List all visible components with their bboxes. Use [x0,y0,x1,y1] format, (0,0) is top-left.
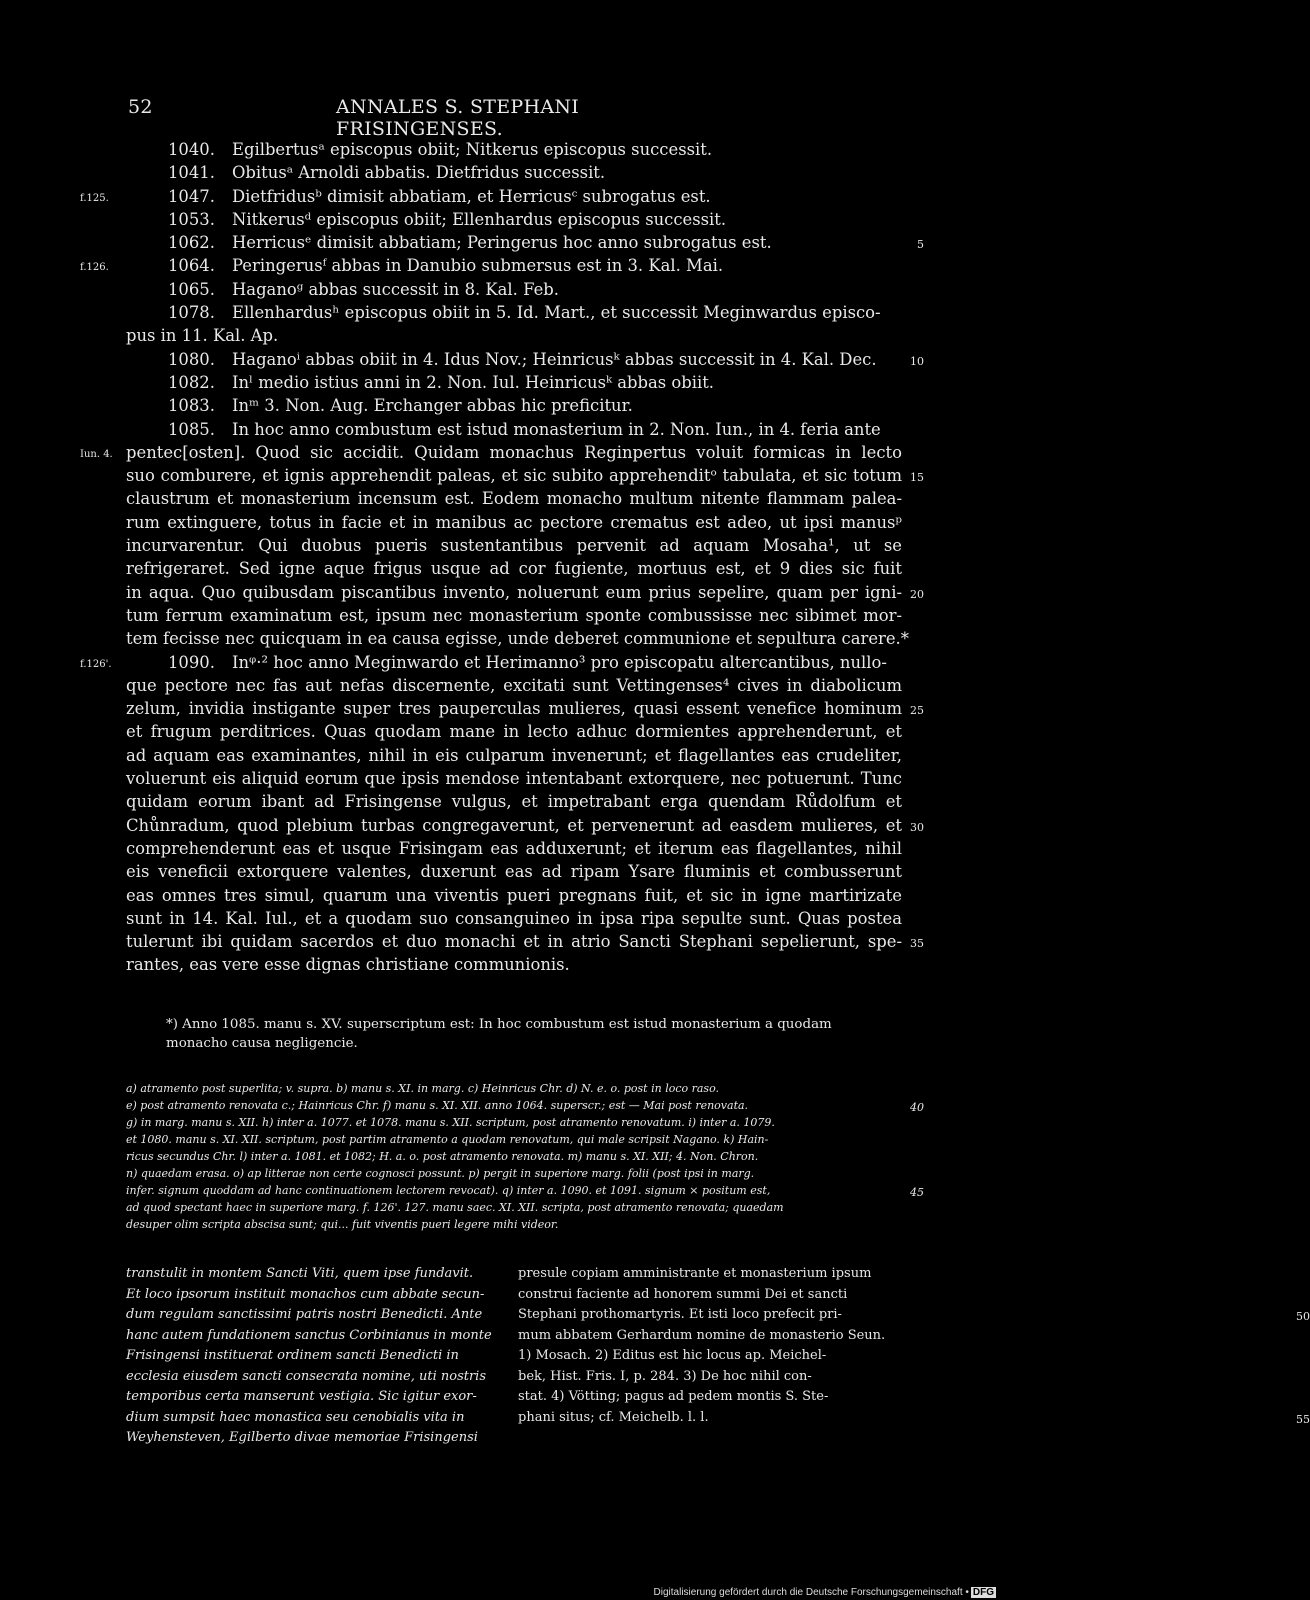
column-line: Frisingensi instituerat ordinem sancti Benedicti in [126,1348,459,1363]
year-label: 1065. [168,279,215,299]
apparatus-text: n) quaedam erasa. o) ap litterae non certe cognosci possunt. p) pergit in superiore marg. folii (post ipsi in marg. [126,1167,755,1180]
line-number: 15 [910,471,924,485]
apparatus-text: desuper olim scripta abscisa sunt; qui... fuit viventis pueri legere mihi videor. [126,1218,559,1231]
line-text: Ellenhardusʰ episcopus obiit in 5. Id. Mart., et successit Meginwardus episco- [232,303,881,323]
note-line: monacho causa negligencie. [166,1036,358,1051]
column-text: stat. 4) Vötting; pagus ad pedem montis S. Ste- [518,1389,829,1404]
digitization-footer [654,1587,996,1598]
text-line [126,674,902,697]
line-text: et frugum perditrices. Quas quodam mane in lecto adhuc dormientes apprehenderunt, et [126,722,902,742]
line-text: voluerunt eis aliquid eorum que ipsis mendose intentabant extorquere, nec potuerunt. Tunc [126,769,902,789]
line-text: Herricusᵉ dimisit abbatiam; Peringerus hoc anno subrogatus est. [232,233,772,253]
apparatus-text: ricus secundus Chr. l) inter a. 1081. et 1082; H. a. o. post atramento renovata. m) manu s. XI. XII; 4. Non. Chron. [126,1150,759,1163]
apparatus-line [126,1114,902,1131]
line-text: Inˡ medio istius anni in 2. Non. Iul. Heinricusᵏ abbas obiit. [232,372,715,392]
line-text: in aqua. Quo quibusdam piscantibus invento, noluerunt eum prius sepelire, quam per igni- [126,582,902,602]
apparatus-line [126,1199,902,1216]
year-label: 1064. [168,256,215,276]
line-text: Inᵐ 3. Non. Aug. Erchanger abbas hic preficitur. [232,396,633,416]
text-line [80,185,902,208]
column-line: Et loco ipsorum instituit monachos cum abbate secun- [126,1286,485,1302]
text-line [126,208,902,231]
annals-text [80,138,924,977]
text-line [126,790,902,813]
line-number: 20 [910,587,924,601]
apparatus-line [126,1182,924,1199]
text-line [126,884,902,907]
apparatus-line [126,1148,902,1165]
line-text: tem fecisse nec quicquam in ea causa egisse, unde deberet communione et sepultura carere.* [126,629,909,649]
text-line [126,394,902,417]
column-line [518,1326,892,1347]
right-footnote-column [518,1264,1310,1428]
line-text: refrigeraret. Sed igne aque frigus usque ad cor fugiente, mortuus est, et 9 dies sic fuit [126,559,902,579]
column-line [518,1387,892,1408]
year-label: 1053. [168,209,215,229]
column-line: temporibus certa manserunt vestigia. Sic igitur exor- [126,1389,477,1404]
editorial-note [166,1015,902,1053]
year-label: 1047. [168,186,215,206]
text-line [126,907,902,930]
line-text: In hoc anno combustum est istud monasterium in 2. Non. Iun., in 4. feria ante [232,419,881,439]
apparatus-line [126,1216,902,1233]
line-text: Obitusᵃ Arnoldi abbatis. Dietfridus successit. [232,163,606,183]
apparatus-line [126,1165,902,1182]
text-line [80,651,902,674]
apparatus-line [126,1097,924,1114]
apparatus-text: infer. signum quoddam ad hanc continuationem lectorem revocat). q) inter a. 1090. et 1091. signum ⨯ positum est, [126,1184,771,1197]
critical-apparatus [126,1080,924,1233]
page-number: 52 [128,96,153,118]
line-number: 25 [910,704,924,718]
line-text: rantes, eas vere esse dignas christiane communionis. [126,955,570,975]
apparatus-line [126,1080,902,1097]
line-number: 30 [910,820,924,834]
line-text: Inᵠ·² hoc anno Meginwardo et Herimanno³ pro episcopatu altercantibus, nullo- [232,652,887,672]
line-text: Egilbertusᵃ episcopus obiit; Nitkerus episcopus successit. [232,140,713,159]
column-line: transtulit in montem Sancti Viti, quem ipse fundavit. [126,1266,474,1281]
year-label: 1078. [168,303,215,323]
line-text: Dietfridusᵇ dimisit abbatiam, et Herricusᶜ subrogatus est. [232,186,711,206]
footer-credit: Digitalisierung gefördert durch die Deutsche Forschungsgemeinschaft • [653,1587,969,1598]
year-label: 1080. [168,349,215,369]
year-label: 1041. [168,163,215,183]
text-line [126,581,924,604]
apparatus-text: a) atramento post superlita; v. supra. b) manu s. XI. in marg. c) Heinricus Chr. d) N. e. o. post in loco raso. [126,1082,720,1095]
line-text: eis veneficii extorquere valentes, duxerunt eas ad ripam Ysare fluminis et combusserunt [126,862,902,882]
year-label: 1085. [168,419,215,439]
line-number: 55 [1296,1412,1310,1426]
column-line: dium sumpsit haec monastica seu cenobialis vita in [126,1409,465,1425]
line-number: 10 [910,354,924,368]
left-footnote-column [126,1264,500,1449]
column-text: bek, Hist. Fris. I, p. 284. 3) De hoc nihil con- [518,1368,812,1384]
column-text: phani situs; cf. Meichelb. l. l. [518,1409,709,1425]
column-line: Weyhensteven, Egilberto divae memoriae Frisingensi [126,1430,478,1445]
year-label: 1083. [168,396,215,416]
line-number: 50 [1296,1310,1310,1323]
column-line [518,1264,892,1285]
year-label: 1062. [168,233,215,253]
line-text: zelum, invidia instigante super tres pauperculas mulieres, quasi essent venefice hominum [126,699,902,719]
running-title: ANNALES S. STEPHANI FRISINGENSES. [336,96,580,140]
apparatus-text: g) in marg. manu s. XII. h) inter a. 1077. et 1078. manu s. XII. scriptum, post atramento renovatum. i) inter a. 1079. [126,1116,775,1129]
year-label: 1090. [168,652,215,672]
apparatus-line [126,1131,902,1148]
apparatus-text: e) post atramento renovata c.; Hainricus Chr. f) manu s. XI. XII. anno 1064. superscr.; est — Mai post renovata. [126,1099,749,1112]
text-line [126,231,924,254]
text-line [126,511,902,534]
text-line [126,161,902,184]
line-text: incurvarentur. Qui duobus pueris sustentantibus pervenit ad aquam Mosaha¹, ut se [126,536,902,556]
text-line [126,860,902,883]
text-line [80,441,902,464]
text-line [126,767,902,790]
text-line [126,744,902,767]
apparatus-text: ad quod spectant haec in superiore marg. f. 126'. 127. manu saec. XI. XII. scripta, post atramento renovata; quaedam [126,1201,784,1214]
year-label: 1040. [168,140,215,159]
margin-folio: f.126. [80,262,109,274]
column-line: hanc autem fundationem sanctus Corbinianus in monte [126,1327,492,1343]
text-line [126,487,902,510]
text-line [126,138,902,161]
margin-folio: Iun. 4. [80,448,113,460]
column-text: mum abbatem Gerhardum nomine de monasterio Seun. [518,1327,886,1343]
line-number: 40 [910,1101,924,1114]
text-line [126,604,902,627]
text-line [126,301,902,324]
line-text: eas omnes tres simul, quarum una viventis pueri pregnans fuit, et sic in igne martirizate [126,885,902,905]
text-line [126,324,902,347]
text-line [126,837,902,860]
text-line [126,627,909,650]
text-line [126,720,902,743]
line-number: 35 [910,937,924,951]
line-text: comprehenderunt eas et usque Frisingam eas adduxerunt; et iterum eas flagellantes, nihil [126,838,902,858]
text-line [126,278,902,301]
line-text: pentec[osten]. Quod sic accidit. Quidam monachus Reginpertus voluit formicas in lecto [126,442,902,462]
line-text: tulerunt ibi quidam sacerdos et duo monachi et in atrio Sancti Stephani sepelierunt, spe- [126,932,902,952]
column-line [518,1367,892,1388]
column-text: 1) Mosach. 2) Editus est hic locus ap. Meichel- [518,1348,827,1363]
text-line [126,930,924,953]
line-number: 5 [917,238,924,252]
text-line [126,371,902,394]
note-line: *) Anno 1085. manu s. XV. superscriptum est: In hoc combustum est istud monasterium a quodam [166,1017,832,1032]
column-line [518,1346,892,1367]
column-line [518,1285,892,1306]
column-line: ecclesia eiusdem sancti consecrata nomine, uti nostris [126,1368,487,1384]
margin-folio: f.126'. [80,658,112,670]
column-text: construi faciente ad honorem summi Dei et sancti [518,1286,848,1302]
apparatus-text: et 1080. manu s. XI. XII. scriptum, post partim atramento a quodam renovatum, qui male scripsit Nagano. k) Hain- [126,1133,769,1146]
year-label: 1082. [168,372,215,392]
column-text: presule copiam amministrante et monasterium ipsum [518,1266,872,1281]
line-text: Chůnradum, quod plebium turbas congregaverunt, et pervenerunt ad easdem mulieres, et [126,815,902,835]
line-text: que pectore nec fas aut nefas discernente, excitati sunt Vettingenses⁴ cives in diabolicum [126,675,902,695]
line-text: quidam eorum ibant ad Frisingense vulgus, et impetrabant erga quendam Růdolfum et [126,792,902,812]
text-line [126,418,902,441]
column-line: dum regulam sanctissimi patris nostri Benedicti. Ante [126,1307,483,1322]
line-text: sunt in 14. Kal. Iul., et a quodam suo consanguineo in ipsa ripa sepulte sunt. Quas postea [126,908,902,928]
line-text: suo comburere, et ignis apprehendit paleas, et sic subito apprehenditᵒ tabulata, et sic totum [126,466,902,486]
line-text: pus in 11. Kal. Ap. [126,326,279,346]
column-line [518,1408,1310,1429]
line-text: ad aquam eas examinantes, nihil in eis culparum invenerunt; et flagellantes eas crudeliter, [126,745,902,765]
column-line [518,1305,1310,1326]
column-text: Stephani prothomartyris. Et isti loco prefecit pri- [518,1307,842,1322]
text-line [126,814,924,837]
line-text: Peringerusᶠ abbas in Danubio submersus est in 3. Kal. Mai. [232,256,724,276]
line-text: rum extinguere, totus in facie et in manibus ac pectore crematus est adeo, ut ipsi manusᵖ [126,512,902,532]
text-line [126,557,902,580]
margin-folio: f.125. [80,192,109,204]
line-text: Haganoᵍ abbas successit in 8. Kal. Feb. [232,279,559,299]
text-line [126,953,902,976]
line-text: tum ferrum examinatum est, ipsum nec monasterium sponte combussisse nec sibimet mor- [126,605,902,625]
line-number: 45 [910,1186,924,1199]
text-line [126,697,924,720]
text-line [80,254,902,277]
line-text: Haganoⁱ abbas obiit in 4. Idus Nov.; Heinricusᵏ abbas successit in 4. Kal. Dec. [232,349,877,369]
text-line [126,534,902,557]
dfg-logo: DFG [972,1587,994,1598]
text-line [126,464,924,487]
text-line [126,348,924,371]
line-text: Nitkerusᵈ episcopus obiit; Ellenhardus episcopus successit. [232,209,727,229]
line-text: claustrum et monasterium incensum est. Eodem monacho multum nitente flammam palea- [126,489,902,509]
